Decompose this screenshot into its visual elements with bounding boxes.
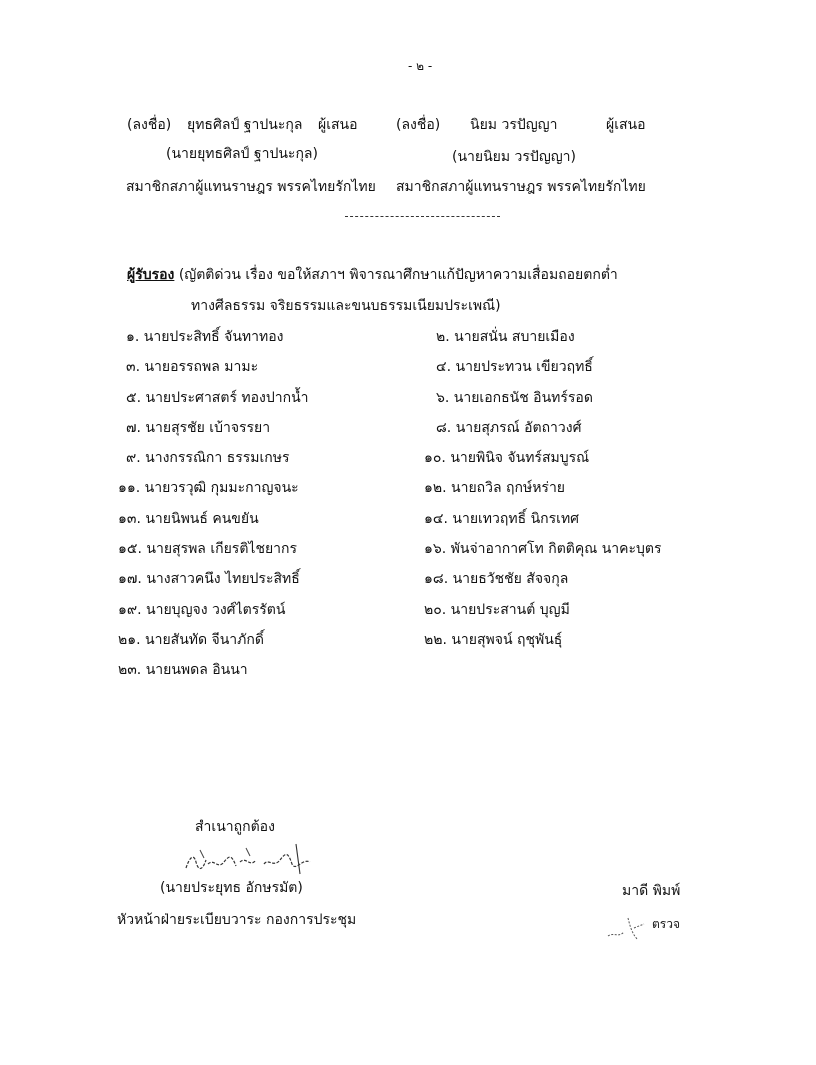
supporter-16: ๑๖. พันจ่าอากาศโท กิตติคุณ นาคะบุตร xyxy=(424,541,662,558)
supporter-22: ๒๒. นายสุพจน์ ฤชุพันธุ์ xyxy=(424,631,563,648)
certifier-signature xyxy=(180,838,320,885)
supporter-14: ๑๔. นายเทวฤทธิ์ นิกรเทศ xyxy=(424,510,580,527)
certified-copy-label: สำเนาถูกต้อง xyxy=(195,819,275,835)
proposer-1-sign-prefix: (ลงชื่อ) xyxy=(127,117,172,133)
supporter-8: ๘. นายสุภรณ์ อัตถาวงศ์ xyxy=(436,419,582,436)
supporter-19: ๑๙. นายบุญจง วงศ์ไตรรัตน์ xyxy=(118,601,286,618)
proposer-2-position: สมาชิกสภาผู้แทนราษฎร พรรคไทยรักไทย xyxy=(396,179,646,195)
certifier-name: (นายประยุทธ อักษรมัต) xyxy=(160,880,303,896)
proposer-1-position: สมาชิกสภาผู้แทนราษฎร พรรคไทยรักไทย xyxy=(126,179,376,195)
supporter-17: ๑๗. นางสาวคนึง ไทยประสิทธิ์ xyxy=(118,571,300,588)
supporter-10: ๑๐. นายพินิจ จันทร์สมบูรณ์ xyxy=(424,450,590,467)
motion-title: (ญัตติด่วน เรื่อง ขอให้สภาฯ พิจารณาศึกษาแก้ปัญหาความเสื่อมถอยตกต่ำ xyxy=(178,267,618,283)
supporter-20: ๒๐. นายประสานต์ บุญมี xyxy=(424,601,570,618)
handwritten-signature-icon xyxy=(180,838,320,882)
supporter-21: ๒๑. นายสันทัด จีนาภักดิ์ xyxy=(118,631,264,648)
certifier-title: หัวหน้าฝ่ายระเบียบวาระ กองการประชุม xyxy=(117,912,357,928)
supporter-15: ๑๕. นายสุรพล เกียรติไชยากร xyxy=(118,541,298,558)
initials-scribble-icon xyxy=(604,910,650,946)
supporter-5: ๕. นายประศาสตร์ ทองปากน้ำ xyxy=(126,389,309,406)
supporters-right-column xyxy=(424,329,724,662)
typist-note: มาดี พิมพ์ xyxy=(622,883,681,899)
checked-label: ตรวจ xyxy=(652,917,681,931)
page-number: - ๒ - xyxy=(408,59,433,73)
supporter-3: ๓. นายอรรถพล มามะ xyxy=(126,359,259,376)
supporter-18: ๑๘. นายธวัชชัย สัจจกุล xyxy=(424,571,569,588)
supporter-7: ๗. นายสุรชัย เบ้าจรรยา xyxy=(126,419,271,436)
supporter-4: ๔. นายประทวน เขียวฤทธิ์ xyxy=(436,359,593,376)
proposer-2-role: ผู้เสนอ xyxy=(606,117,646,133)
supporters-heading xyxy=(127,268,618,282)
supporter-2: ๒. นายสนั่น สบายเมือง xyxy=(436,329,575,345)
checker-initials xyxy=(604,910,650,949)
proposer-2-sign-prefix: (ลงชื่อ) xyxy=(396,117,441,133)
supporter-13: ๑๓. นายนิพนธ์ คนขยัน xyxy=(118,510,259,527)
supporters-left-column xyxy=(118,329,418,693)
supporter-1: ๑. นายประสิทธิ์ จันทาทอง xyxy=(126,329,284,345)
proposer-1-signature-name: ยุทธศิลป์ ฐาปนะกุล xyxy=(187,117,303,133)
proposer-2-signature-name: นิยม วรปัญญา xyxy=(470,117,558,133)
supporters-label: ผู้รับรอง xyxy=(127,267,175,283)
supporter-9: ๙. นางกรรณิกา ธรรมเกษร xyxy=(126,450,290,467)
supporter-23: ๒๓. นายนพดล อินนา xyxy=(118,662,248,679)
proposer-1-full-name: (นายยุทธศิลป์ ฐาปนะกุล) xyxy=(166,146,318,162)
supporter-6: ๖. นายเอกธนัช อินทร์รอด xyxy=(436,389,593,406)
separator-rule xyxy=(345,216,500,217)
motion-title-line-2: ทางศีลธรรม จริยธรรมและขนบธรรมเนียมประเพณี) xyxy=(191,298,501,314)
proposer-2-full-name: (นายนิยม วรปัญญา) xyxy=(452,149,576,165)
proposer-1-role: ผู้เสนอ xyxy=(318,117,358,133)
supporter-12: ๑๒. นายถวิล ฤกษ์หร่าย xyxy=(424,480,566,497)
supporter-11: ๑๑. นายวรวุฒิ กุมมะกาญจนะ xyxy=(118,480,299,497)
